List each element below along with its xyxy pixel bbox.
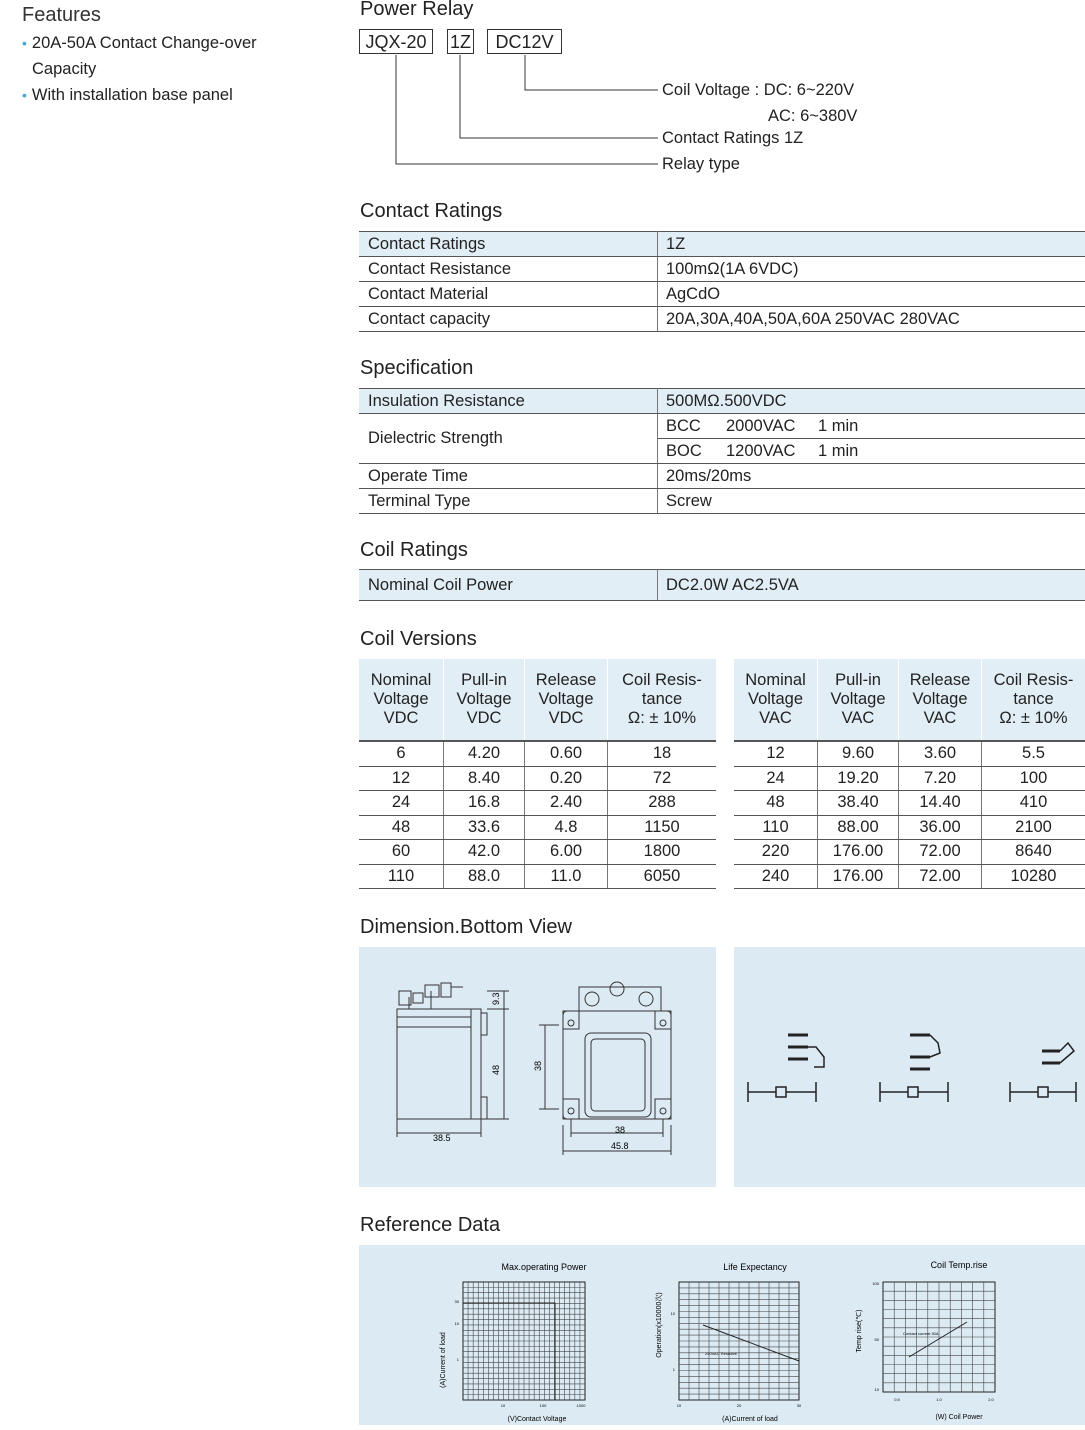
- header-pull-in-voltage: Pull-in Voltage VDC: [444, 659, 525, 741]
- y-tick: 30: [455, 1299, 460, 1304]
- x-tick: 100: [540, 1403, 547, 1408]
- coil-voltage-dc-label: Coil Voltage : DC: 6~220V: [662, 81, 854, 100]
- table-row: [359, 414, 1085, 439]
- x-axis-label: (A)Current of load: [722, 1416, 778, 1423]
- x-tick: 30: [797, 1403, 802, 1408]
- bullet-icon: •: [22, 35, 27, 51]
- table-row: 6 4.20 0.60 18: [359, 741, 716, 766]
- wiring-diagram-panel: [734, 947, 1085, 1187]
- dim-label: 45.8: [611, 1141, 629, 1151]
- table-row: 240 176.00 72.00 10280: [734, 864, 1085, 889]
- dimension-drawing-panel: [359, 947, 716, 1187]
- y-tick: 10: [455, 1321, 460, 1326]
- row-key: Contact Resistance: [359, 257, 658, 282]
- code-part-type: JQX-20: [359, 29, 433, 54]
- x-tick: 1000: [577, 1403, 587, 1408]
- row-value: 500MΩ.500VDC: [658, 389, 1085, 414]
- chart-title: Coil Temp.rise: [931, 1260, 988, 1270]
- dc-coil-table: [359, 659, 716, 889]
- table-row: 12 8.40 0.20 72: [359, 766, 716, 791]
- x-tick: 0.5: [894, 1397, 900, 1402]
- x-axis-label: (W) Coil Power: [935, 1414, 983, 1421]
- coil-temp-rise-chart: [856, 1260, 995, 1421]
- row-key: Contact Ratings: [359, 232, 658, 257]
- table-row: [359, 464, 1085, 489]
- row-key: Contact capacity: [359, 307, 658, 332]
- reference-data-panel: [359, 1245, 1085, 1425]
- specification-table: [359, 388, 1085, 514]
- max-operating-power-chart: [440, 1262, 587, 1423]
- x-tick: 2.0: [988, 1397, 994, 1402]
- table-row: 60 42.0 6.00 1800: [359, 840, 716, 865]
- feature-item-continuation: Capacity: [32, 56, 96, 82]
- row-value: AgCdO: [658, 282, 1085, 307]
- bullet-icon: •: [22, 87, 27, 103]
- table-row: [359, 489, 1085, 514]
- table-row: 48 33.6 4.8 1150: [359, 815, 716, 840]
- table-row: 12 9.60 3.60 5.5: [734, 741, 1085, 766]
- feature-item: • With installation base panel: [22, 82, 233, 108]
- x-tick: 10: [677, 1403, 682, 1408]
- power-relay-title: Power Relay: [360, 0, 473, 21]
- table-row: [359, 232, 1085, 257]
- header-nominal-voltage: Nominal Voltage VAC: [734, 659, 818, 741]
- row-value: 100mΩ(1A 6VDC): [658, 257, 1085, 282]
- x-tick: 10: [501, 1403, 506, 1408]
- contact-ratings-label: Contact Ratings 1Z: [662, 129, 803, 148]
- dim-label: 38: [615, 1125, 625, 1135]
- row-value: 20A,30A,40A,50A,60A 250VAC 280VAC: [658, 307, 1085, 332]
- row-value: BCC 2000VAC 1 min: [658, 414, 1085, 439]
- y-tick: 50: [875, 1337, 880, 1342]
- row-value: 20ms/20ms: [658, 464, 1085, 489]
- specification-title: Specification: [360, 357, 473, 380]
- coil-ratings-table: [359, 569, 1085, 601]
- life-expectancy-chart: [654, 1262, 802, 1423]
- feature-item: • 20A-50A Contact Change-over: [22, 30, 257, 56]
- row-key: Terminal Type: [359, 489, 658, 514]
- table-row: 220 176.00 72.00 8640: [734, 840, 1085, 865]
- table-row: 24 19.20 7.20 100: [734, 766, 1085, 791]
- dimension-title: Dimension.Bottom View: [360, 916, 572, 939]
- x-tick: 20: [737, 1403, 742, 1408]
- row-key: Nominal Coil Power: [359, 570, 658, 601]
- header-pull-in-voltage: Pull-in Voltage VAC: [818, 659, 899, 741]
- ac-coil-table: [734, 659, 1085, 889]
- table-row: [359, 389, 1085, 414]
- coil-versions-title: Coil Versions: [360, 628, 477, 651]
- row-key: Dielectric Strength: [359, 414, 658, 464]
- y-axis-label: Temp rise(℃): [856, 1310, 863, 1353]
- contact-wiring-diagram: [734, 947, 1085, 1187]
- x-tick: 1.0: [936, 1397, 942, 1402]
- chart-title: Max.operating Power: [501, 1262, 586, 1272]
- table-row: 24 16.8 2.40 288: [359, 791, 716, 816]
- table-row: 48 38.40 14.40 410: [734, 791, 1085, 816]
- dim-label: 38.5: [433, 1133, 451, 1143]
- table-row: [359, 282, 1085, 307]
- row-value: 1Z: [658, 232, 1085, 257]
- code-part-voltage: DC12V: [487, 29, 562, 54]
- row-key: Insulation Resistance: [359, 389, 658, 414]
- features-title: Features: [22, 4, 101, 27]
- row-value: DC2.0W AC2.5VA: [658, 570, 1085, 601]
- contact-ratings-table: [359, 231, 1085, 332]
- code-leader-lines: [0, 0, 700, 180]
- header-nominal-voltage: Nominal Voltage VDC: [359, 659, 444, 741]
- dim-label: 9.3: [491, 992, 501, 1005]
- row-key: Contact Material: [359, 282, 658, 307]
- header-row: [359, 659, 716, 741]
- table-row: [359, 307, 1085, 332]
- table-row: [359, 570, 1085, 601]
- chart-annotation: 250VAC Resistive: [705, 1351, 738, 1356]
- header-row: [734, 659, 1085, 741]
- header-release-voltage: Release Voltage VDC: [525, 659, 608, 741]
- row-value: BOC 1200VAC 1 min: [658, 439, 1085, 464]
- table-row: 110 88.0 11.0 6050: [359, 864, 716, 889]
- chart-title: Life Expectancy: [723, 1262, 787, 1272]
- x-axis-label: (V)Contact Voltage: [508, 1416, 567, 1423]
- dim-label: 38: [533, 1061, 543, 1071]
- y-tick: 1: [673, 1367, 676, 1372]
- header-coil-resistance: Coil Resis- tance Ω: ± 10%: [982, 659, 1085, 741]
- header-release-voltage: Release Voltage VAC: [899, 659, 982, 741]
- y-axis-label: Operation(x10000次): [654, 1292, 663, 1357]
- reference-charts: [359, 1245, 1085, 1425]
- table-row: 110 88.00 36.00 2100: [734, 815, 1085, 840]
- code-part-contact: 1Z: [447, 29, 474, 54]
- y-axis-label: (A)Current of load: [440, 1332, 447, 1388]
- contact-ratings-title: Contact Ratings: [360, 200, 502, 223]
- table-row: [359, 257, 1085, 282]
- y-tick: 10: [671, 1311, 676, 1316]
- coil-voltage-ac-label: AC: 6~380V: [768, 107, 857, 126]
- coil-ratings-title: Coil Ratings: [360, 539, 468, 562]
- y-tick: 100: [872, 1281, 879, 1286]
- row-key: Operate Time: [359, 464, 658, 489]
- dim-label: 48: [491, 1065, 501, 1075]
- row-value: Screw: [658, 489, 1085, 514]
- y-tick: 10: [875, 1387, 880, 1392]
- y-tick: 1: [457, 1357, 460, 1362]
- reference-data-title: Reference Data: [360, 1214, 500, 1237]
- header-coil-resistance: Coil Resis- tance Ω: ± 10%: [608, 659, 717, 741]
- relay-dimension-drawing: [359, 947, 716, 1187]
- relay-type-label: Relay type: [662, 155, 740, 174]
- chart-annotation: Contact current 30A: [903, 1331, 939, 1336]
